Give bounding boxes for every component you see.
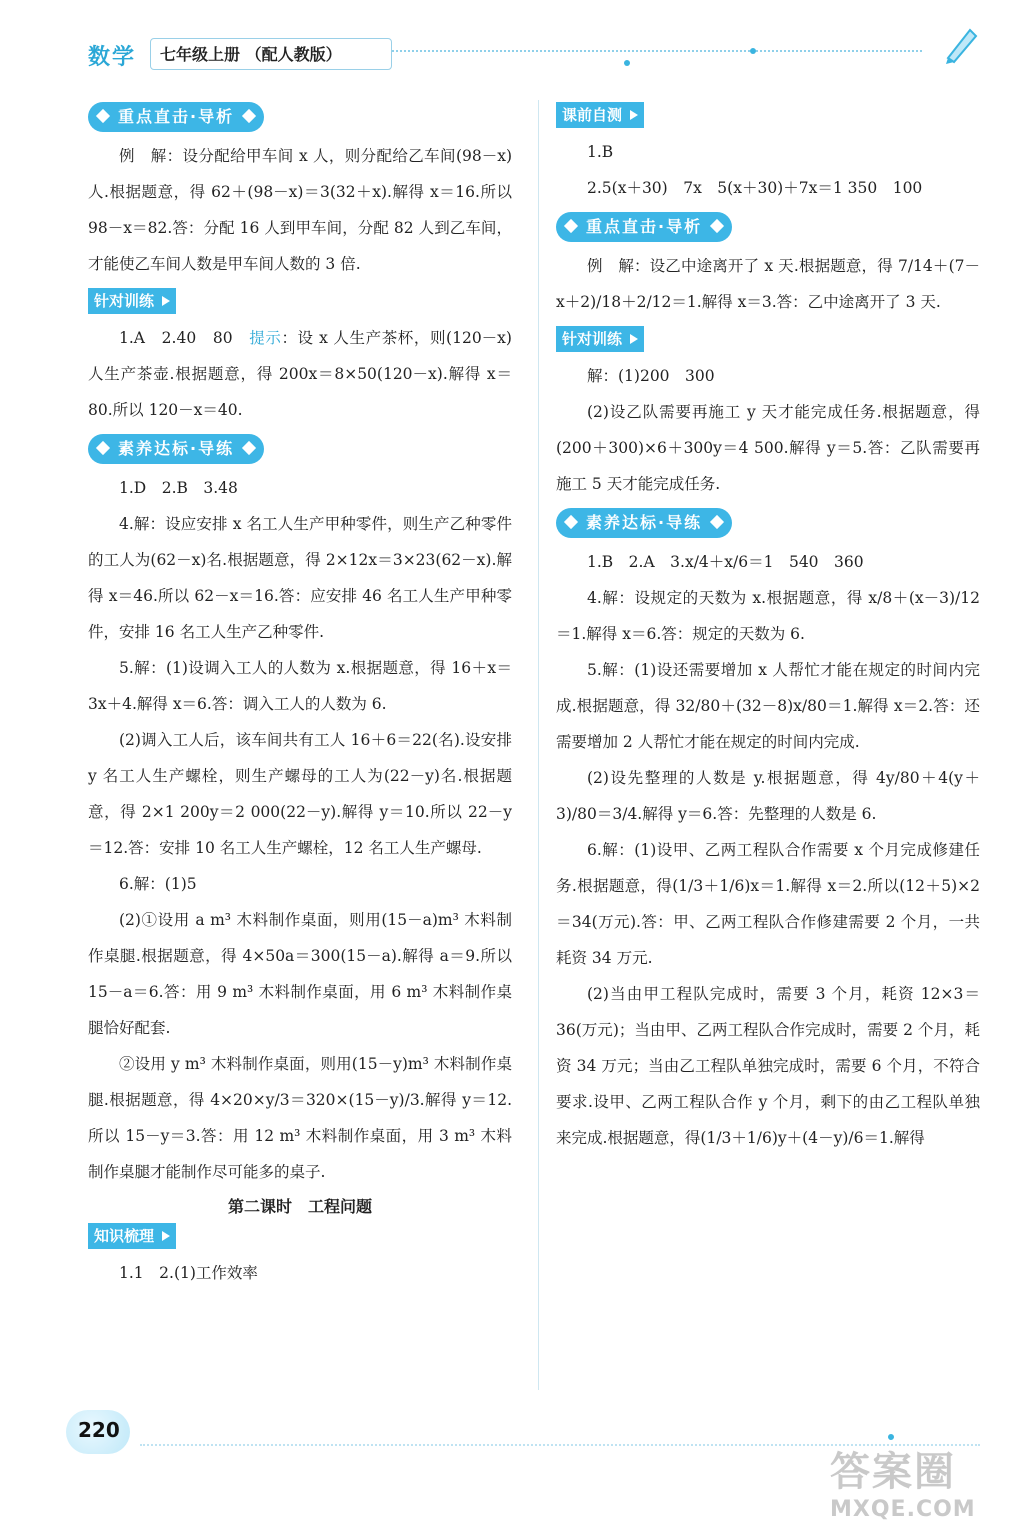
watermark-url: MXQE.COM [830,1497,976,1522]
solution-text: (2)当由甲工程队完成时，需要 3 个月，耗资 12×3＝36(万元)；当由甲、乙两工程队合作完成时，需要 2 个月，耗资 34 万元；当由乙工程队单独完成时，需要 6 个月，不符合要求.设甲、乙两工程队合作 y 个月，剩下的由乙工程队单独来完成.根据题意，得(1/3＋1/6)y＋(4－y)/6＝1.解得 [556,985,980,1147]
watermark-title: 答案圈 [830,1449,956,1495]
section-badge: 知识梳理 [88,1223,176,1249]
column-divider [538,100,539,1390]
watermark [830,1440,1010,1530]
grade-label: 七年级上册 （配人教版） [160,45,342,64]
header-dot [624,60,630,66]
solution-text: (2)设先整理的人数是 y.根据题意，得 4y/80＋4(y＋3)/80＝3/4.解得 y＝6.答：先整理的人数是 6. [556,769,980,823]
header-dot [750,48,756,54]
section-badge: 重点直击·导析 [88,102,264,132]
answer-text: 1.1 2.(1)工作效率 [119,1264,258,1282]
solution-text: (2)①设用 a m³ 木料制作桌面，则用(15－a)m³ 木料制作桌腿.根据题意，得 4×50a＝300(15－a).解得 a＝9.所以 15－a＝6.答：用 9 m³ 木料制作桌面，用 6 m³ 木料制作桌腿恰好配套. [88,911,512,1037]
solution-text: 例 解：设乙中途离开了 x 天.根据题意，得 7/14＋(7－x＋2)/18＋2/12＝1.解得 x＝3.答：乙中途离开了 3 天. [556,257,980,311]
solution-text: (2)调入工人后，该车间共有工人 16＋6＝22(名).设安排 y 名工人生产螺栓，则生产螺母的工人为(22－y)名.根据题意，得 2×1 200y＝2 000(22－y).解得 y＝10.所以 22－y＝12.答：安排 10 名工人生产螺栓，12 名工人生产螺母. [88,731,512,857]
subject-label: 数学 [88,45,137,70]
answer-text: 1.B [587,143,614,161]
section-badge: 重点直击·导析 [556,212,732,242]
answer-text: 1.D 2.B 3.48 [119,479,238,497]
left-column [88,100,512,1291]
page-footer [0,1400,1020,1536]
solution-text: (2)设乙队需要再施工 y 天才能完成任务.根据题意，得(200＋300)×6＋300y＝4 500.解得 y＝5.答：乙队需要再施工 5 天才能完成任务. [556,403,980,493]
section-badge: 素养达标·导练 [88,434,264,464]
answer-text: 解：(1)200 300 [587,367,715,385]
solution-text: 5.解：(1)设调入工人的人数为 x.根据题意，得 16＋x＝3x＋4.解得 x＝6.答：调入工人的人数为 6. [88,659,512,713]
solution-text: 4.解：设应安排 x 名工人生产甲种零件，则生产乙种零件的工人为(62－x)名.根据题意，得 2×12x＝3×23(62－x).解得 x＝46.所以 62－x＝16.答：应安排 46 名工人生产甲种零件，安排 16 名工人生产乙种零件. [88,515,512,641]
page-number: 220 [78,1418,120,1442]
section-badge: 素养达标·导练 [556,508,732,538]
solution-text: ②设用 y m³ 木料制作桌面，则用(15－y)m³ 木料制作桌腿.根据题意，得 4×20×y/3＝320×(15－y)/3.解得 y＝12.所以 15－y＝3.答：用 12 m³ 木料制作桌面，用 3 m³ 木料制作桌腿才能制作尽可能多的桌子. [88,1055,512,1181]
solution-text: 6.解：(1)5 [119,875,197,893]
answer-text: 1.B 2.A 3.x/4＋x/6＝1 540 360 [587,553,864,571]
section-badge: 针对训练 [88,288,176,314]
solution-text: 6.解：(1)设甲、乙两工程队合作需要 x 个月完成修建任务.根据题意，得(1/3＋1/6)x＝1.解得 x＝2.所以(12＋5)×2＝34(万元).答：甲、乙两工程队合作修建需要 2 个月，一共耗资 34 万元. [556,841,980,967]
solution-text: 4.解：设规定的天数为 x.根据题意，得 x/8＋(x－3)/12＝1.解得 x＝6.答：规定的天数为 6. [556,589,980,643]
answer-text: 2.5(x＋30) 7x 5(x＋30)＋7x＝1 350 100 [587,179,923,197]
page-header [0,0,1020,80]
lesson-title: 第二课时 工程问题 [227,1197,372,1216]
pen-icon [940,22,980,64]
solution-text: 5.解：(1)设还需要增加 x 人帮忙才能在规定的时间内完成.根据题意，得 32/80＋(32－8)x/80＝1.解得 x＝2.答：还需要增加 2 人帮忙才能在规定的时间内完成. [556,661,980,751]
answer-text: 1.A 2.40 80 提示：设 x 人生产茶杯，则(120－x)人生产茶壶.根据题意，得 200x＝8×50(120－x).解得 x＝80.所以 120－x＝40. [88,329,512,419]
section-badge: 针对训练 [556,326,644,352]
section-badge: 课前自测 [556,102,644,128]
right-column [556,100,980,1156]
header-divider [392,50,922,52]
solution-text: 例 解：设分配给甲车间 x 人，则分配给乙车间(98－x)人.根据题意，得 62＋(98－x)＝3(32＋x).解得 x＝16.所以 98－x＝82.答：分配 16 人到甲车间，分配 82 人到乙车间，才能使乙车间人数是甲车间人数的 3 倍. [88,147,512,273]
